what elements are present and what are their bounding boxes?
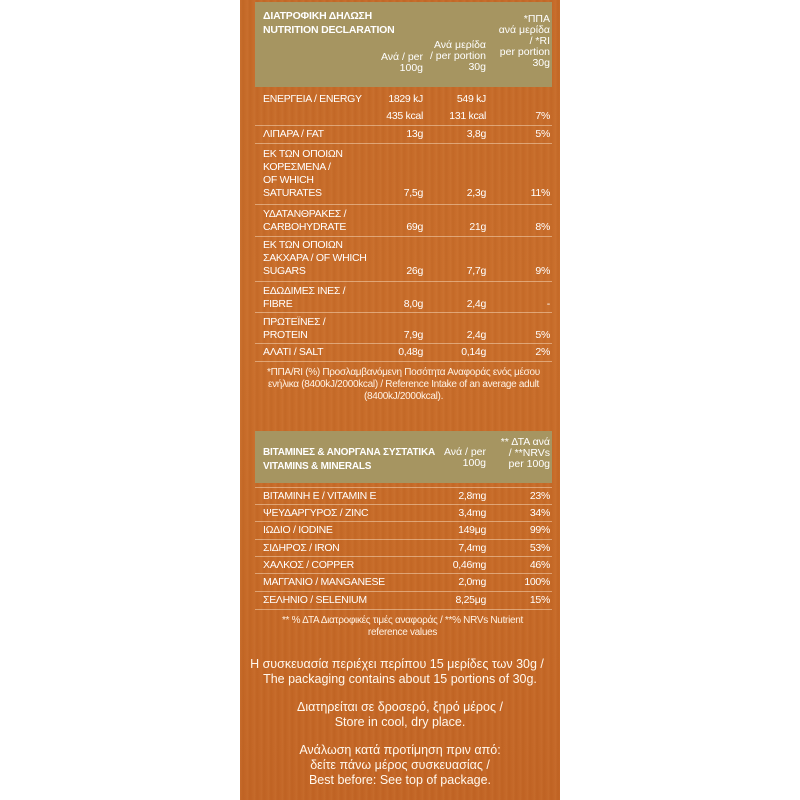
value-per-100g: 69g [406, 221, 423, 233]
row-divider [255, 521, 552, 522]
value-per-100g: 435 kcal [386, 110, 423, 122]
nutrition-title-greek: ΔΙΑΤΡΟΦΙΚΗ ΔΗΛΩΣΗ [263, 10, 373, 22]
nutrition-title-english: NUTRITION DECLARATION [263, 24, 395, 36]
row-divider [255, 312, 552, 313]
value-per-portion: 2,4g [466, 329, 486, 341]
value-per-100g: 1829 kJ [388, 93, 423, 105]
column-header-nrv: ** ΔΤΑ ανά / **NRVs per 100g [500, 436, 550, 470]
nutrient-name: ΑΛΑΤΙ / SALT [263, 346, 324, 358]
value-per-portion: 7,7g [466, 265, 486, 277]
row-divider [255, 143, 552, 144]
nutrition-label-panel [240, 0, 560, 800]
vitamin-name: ΣΕΛΗΝΙΟ / SELENIUM [263, 594, 367, 606]
value-ri-percent: 7% [535, 110, 550, 122]
row-divider [255, 487, 552, 488]
value-per-portion: 2,4g [466, 298, 486, 310]
value-nrv-percent: 99% [529, 524, 550, 536]
vitamin-name: ΙΩΔΙΟ / IODINE [263, 524, 333, 536]
value-per-100g: 2,0mg [458, 576, 486, 588]
storage-info [240, 700, 560, 730]
best-before-line-2: δείτε πάνω μέρος συσκευασίας / [310, 758, 490, 772]
vitamin-name: ΧΑΛΚΟΣ / COPPER [263, 559, 354, 571]
nrv-footnote: ** % ΔΤΑ Διατροφικές τιμές αναφοράς / **% NRVs Nutrient reference values [281, 615, 524, 638]
nutrient-name: ΕΝΕΡΓΕΙΑ / ENERGY [263, 93, 362, 105]
packaging-line-english: The packaging contains about 15 portions of 30g. [263, 672, 537, 686]
vitamin-name: ΣΙΔΗΡΟΣ / IRON [263, 542, 340, 554]
best-before-info [240, 743, 560, 788]
column-header-per-100g: Ανά / per 100g [443, 446, 486, 469]
value-ri-percent: - [546, 298, 550, 310]
value-per-100g: 7,5g [403, 187, 423, 199]
value-ri-percent: 11% [530, 187, 550, 199]
value-per-100g: 13g [406, 128, 423, 140]
row-divider [255, 539, 552, 540]
row-divider [255, 236, 552, 237]
value-ri-percent: 8% [535, 221, 550, 233]
row-divider [255, 504, 552, 505]
value-per-portion: 2,3g [466, 187, 486, 199]
value-nrv-percent: 100% [524, 576, 550, 588]
value-per-100g: 3,4mg [458, 507, 486, 519]
vitamins-title-english: VITAMINS & MINERALS [263, 461, 372, 472]
ri-footnote: *ΠΠΑ/RI (%) Προσλαμβανόμενη Ποσότητα Αναφοράς ενός μέσου ενήλικα (8400kJ/2000kcal) / Reference Intake of an average adult (8400kJ/2000kcal). [267, 367, 540, 402]
best-before-line-3: Best before: See top of package. [308, 773, 492, 787]
value-nrv-percent: 15% [529, 594, 550, 606]
value-per-portion: 131 kcal [449, 110, 486, 122]
value-per-portion: 0,14g [461, 346, 486, 358]
value-nrv-percent: 23% [529, 490, 550, 502]
column-header-ri-per-portion: *ΠΠΑ ανά μερίδα / *RI per portion 30g [498, 13, 550, 69]
nutrient-name: ΕΚ ΤΩΝ ΟΠΟΙΩΝ ΚΟΡΕΣΜΕΝΑ / OF WHICH SATURATES [263, 148, 343, 199]
value-per-portion: 549 kJ [456, 93, 486, 105]
row-divider [255, 591, 552, 592]
column-header-per-portion: Ανά μερίδα / per portion 30g [429, 39, 486, 73]
value-nrv-percent: 53% [529, 542, 550, 554]
row-divider [255, 204, 552, 205]
value-per-100g: 0,48g [398, 346, 423, 358]
nutrition-table-header [255, 2, 552, 87]
vitamin-name: ΒΙΤΑΜΙΝΗ Ε / VITAMIN E [263, 490, 377, 502]
nutrient-name: ΕΚ ΤΩΝ ΟΠΟΙΩΝ ΣΑΚΧΑΡΑ / OF WHICH SUGARS [263, 239, 367, 277]
value-ri-percent: 5% [535, 128, 550, 140]
row-divider [255, 609, 552, 610]
row-divider [255, 125, 552, 126]
storage-line-english: Store in cool, dry place. [334, 715, 466, 729]
row-divider [255, 573, 552, 574]
nutrient-name: ΠΡΩΤΕΪΝΕΣ / PROTEIN [263, 316, 326, 341]
packaging-info [240, 657, 560, 687]
value-per-100g: 8,25μg [455, 594, 486, 606]
storage-line-greek: Διατηρείται σε δροσερό, ξηρό μέρος / [297, 700, 503, 714]
nutrient-name: ΛΙΠΑΡΑ / FAT [263, 128, 324, 140]
value-per-100g: 0,46mg [452, 559, 486, 571]
row-divider [255, 361, 552, 362]
nutrient-name: ΕΔΩΔΙΜΕΣ ΙΝΕΣ / FIBRE [263, 285, 346, 310]
value-per-100g: 8,0g [403, 298, 423, 310]
nutrient-name: ΥΔΑΤΑΝΘΡΑΚΕΣ / CARBOHYDRATE [263, 208, 347, 233]
column-header-per-100g: Ανά / per 100g [380, 51, 423, 74]
value-per-100g: 7,4mg [458, 542, 486, 554]
vitamin-name: ΨΕΥΔΑΡΓΥΡΟΣ / ZINC [263, 507, 369, 519]
row-divider [255, 556, 552, 557]
vitamins-table-header [255, 431, 552, 483]
row-divider [255, 343, 552, 344]
value-ri-percent: 2% [535, 346, 550, 358]
value-per-portion: 21g [469, 221, 486, 233]
value-per-100g: 149μg [458, 524, 486, 536]
value-ri-percent: 9% [535, 265, 550, 277]
value-nrv-percent: 46% [529, 559, 550, 571]
vitamin-name: ΜΑΓΓΑΝΙΟ / MANGANESE [263, 576, 385, 588]
row-divider [255, 281, 552, 282]
packaging-line-greek: Η συσκευασία περιέχει περίπου 15 μερίδες των 30g / [250, 657, 544, 671]
best-before-line-1: Ανάλωση κατά προτίμηση πριν από: [299, 743, 501, 757]
value-nrv-percent: 34% [529, 507, 550, 519]
value-per-100g: 2,8mg [458, 490, 486, 502]
value-per-100g: 7,9g [403, 329, 423, 341]
vitamins-title-greek: ΒΙΤΑΜΙΝΕΣ & ΑΝΟΡΓΑΝΑ ΣΥΣΤΑΤΙΚΑ [263, 447, 436, 458]
value-per-portion: 3,8g [466, 128, 486, 140]
value-ri-percent: 5% [535, 329, 550, 341]
value-per-100g: 26g [406, 265, 423, 277]
